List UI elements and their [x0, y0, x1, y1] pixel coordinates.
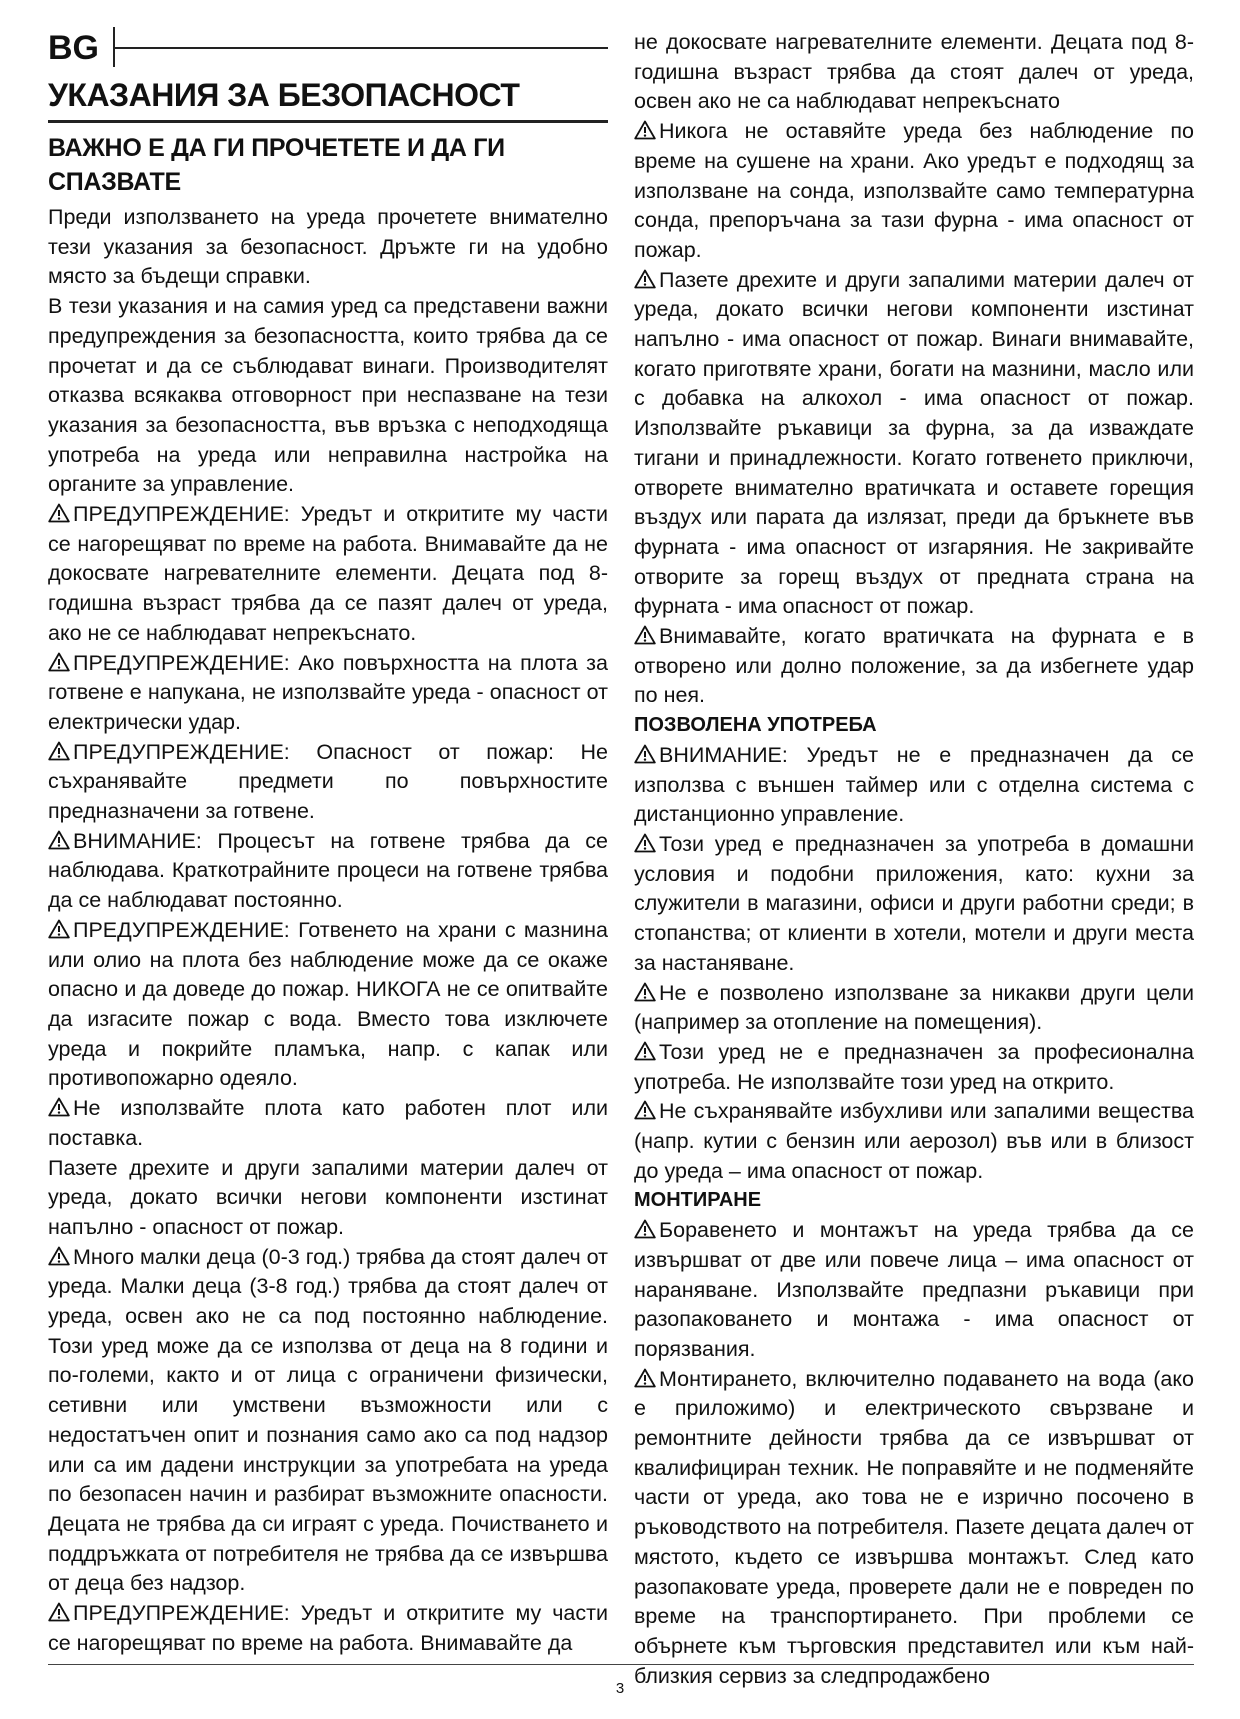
left-column — [48, 26, 608, 1658]
paragraph-text: ВНИМАНИЕ: Процесът на готвене трябва да се наблюдава. Краткотрайните процеси на готвене трябва да се наблюдават постоянно. — [48, 828, 608, 913]
paragraph-text: не докосвате нагревателните елементи. Децата под 8-годишна възраст трябва да стоят далеч от уреда, освен ако не са наблюдават непрекъснато — [634, 30, 1194, 114]
paragraph-text: Преди използването на уреда прочетете внимателно тези указания за безопасност. Дръжте ги на удобно място за бъдещи справки. — [48, 205, 608, 289]
warning-paragraph — [634, 1038, 1194, 1097]
paragraph — [634, 28, 1194, 117]
section-heading — [634, 1186, 1194, 1216]
paragraph-text: ПРЕДУПРЕЖДЕНИЕ: Готвенето на храни с мазнина или олио на плота без наблюдение може да се окаже опасно и да доведе до пожар. НИКОГА не се опитвайте да изгасите пожар с вода. Вместо това изключете уреда и покрийте пламъка, напр. с капак или противопожарно одеяло. — [48, 917, 608, 1091]
warning-triangle-icon — [634, 1219, 656, 1239]
warning-triangle-icon — [48, 1602, 70, 1622]
warning-triangle-icon — [634, 625, 656, 645]
warning-paragraph — [48, 1599, 608, 1658]
paragraph-text: ВНИМАНИЕ: Уредът не е предназначен да се използва с външен таймер или с отделна система с дистанционно управление. — [634, 742, 1194, 827]
paragraph-text: Пазете дрехите и други запалими материи далеч от уреда, докато всички негови компоненти изстинат напълно - има опасност от пожар. Винаги внимавайте, когато приготвяте храни, богати на мазнини, масло или с добавка на алкохол - има опасност от пожар. Използвайте ръкавици за фурна, за да изваждате тигани и принадлежности. Когато готвенето приключи, отворете внимателно вратичката и оставете горещия въздух или парата да излязат, преди да бръкнете във фурната - има опасност от изгаряния. Не закривайте отворите за горещ въздух от предната страна на фурната - има опасност от пожар. — [634, 267, 1194, 619]
paragraph-text: Пазете дрехите и други запалими материи далеч от уреда, докато всички негови компоненти изстинат напълно - опасност от пожар. — [48, 1155, 608, 1239]
warning-paragraph — [48, 1094, 608, 1153]
warning-triangle-icon — [634, 833, 656, 853]
warning-triangle-icon — [634, 982, 656, 1002]
header-row — [48, 26, 608, 70]
paragraph-text: Не е позволено използване за никакви други цели (например за отопление на помещения). — [634, 980, 1194, 1035]
paragraph-text: Монтирането, включително подаването на вода (ако е приложимо) и електрическото свързване и ремонтните дейности трябва да се извършват от квалифициран техник. Не поправяйте и не подменяйте части от уреда, ако това не е изрично посочено в ръководството на потребителя. Пазете децата далеч от мястото, където се извършва монтажът. След като разопаковате уреда, проверете дали не е повреден по време на транспортирането. При проблеми се обърнете към търговския представител или към най-близкия сервиз за следпродажбено — [634, 1366, 1194, 1688]
warning-paragraph — [634, 979, 1194, 1038]
warning-paragraph — [48, 827, 608, 916]
paragraph-text: ПРЕДУПРЕЖДЕНИЕ: Уредът и откритите му части се нагорещяват по време на работа. Внимавайте да не докосвате нагревателните елементи. Децата под 8-годишна възраст трябва да се пазят далеч от уреда, ако не се наблюдават непрекъснато. — [48, 502, 608, 645]
warning-paragraph — [634, 830, 1194, 979]
warning-paragraph — [634, 117, 1194, 266]
warning-paragraph — [634, 266, 1194, 622]
paragraph — [48, 292, 608, 500]
warning-paragraph — [634, 1216, 1194, 1365]
paragraph-text: В тези указания и на самия уред са представени важни предупреждения за безопасността, които трябва да се прочетат и да се съблюдават винаги. Производителят отказва всякаква отговорност при неспазване на тези указания за безопасността, във връзка с неподходяща употреба на уреда или неправилна настройка на органите за управление. — [48, 294, 608, 497]
warning-paragraph — [634, 1097, 1194, 1186]
paragraph-text: Внимавайте, когато вратичката на фурната е в отворено или долно положение, за да избегнете удар по нея. — [634, 624, 1194, 708]
warning-triangle-icon — [634, 744, 656, 764]
paragraph-text: Никога не оставяйте уреда без наблюдение по време на сушене на храни. Ако уредът е подходящ за използване на сонда, използвайте само температурна сонда, препоръчана за тази фурна - има опасност от пожар. — [634, 119, 1194, 262]
warning-paragraph — [634, 622, 1194, 711]
section-heading — [634, 711, 1194, 741]
warning-triangle-icon — [48, 830, 70, 850]
left-body — [48, 203, 608, 1658]
page-title: УКАЗАНИЯ ЗА БЕЗОПАСНОСТ — [48, 76, 608, 123]
warning-triangle-icon — [634, 120, 656, 140]
footer-rule — [48, 1664, 1194, 1665]
paragraph — [48, 1154, 608, 1243]
section-subtitle: ВАЖНО Е ДА ГИ ПРОЧЕТЕТЕ И ДА ГИ СПАЗВАТЕ — [48, 134, 505, 196]
paragraph-text: Този уред не е предназначен за професионална употреба. Не използвайте този уред на открито. — [634, 1039, 1194, 1094]
warning-paragraph — [634, 741, 1194, 830]
right-column — [634, 28, 1194, 1691]
warning-triangle-icon — [48, 919, 70, 939]
warning-paragraph — [48, 738, 608, 827]
paragraph-text: ПОЗВОЛЕНА УПОТРЕБА — [634, 714, 877, 737]
warning-triangle-icon — [634, 1041, 656, 1061]
warning-triangle-icon — [634, 1368, 656, 1388]
paragraph-text: МОНТИРАНЕ — [634, 1189, 762, 1212]
warning-paragraph — [48, 500, 608, 649]
warning-triangle-icon — [48, 503, 70, 523]
paragraph-text: Много малки деца (0-3 год.) трябва да стоят далеч от уреда. Малки деца (3-8 год.) трябва да стоят далеч от уреда, освен ако не са под постоянно наблюдение. Този уред може да се използва от деца на 8 години и по-големи, както и от лица с ограничени физически, сетивни или умствени възможности или с недостатъчен опит и познания само ако са под надзор или са им дадени инструкции за употребата на уреда по безопасен начин и разбират възможните опасности. Децата не трябва да си играят с уреда. Почистването и поддръжката от потребителя не трябва да се извършва от деца без надзор. — [48, 1244, 608, 1596]
warning-triangle-icon — [48, 652, 70, 672]
paragraph-text: Този уред е предназначен за употреба в домашни условия и подобни приложения, като: кухни за служители в магазини, офиси и други работни среди; в стопанства; от клиенти в хотели, мотели и други места за настаняване. — [634, 831, 1194, 975]
paragraph-text: ПРЕДУПРЕЖДЕНИЕ: Ако повърхността на плота за готвене е напукана, не използвайте уреда - опасност от електрически удар. — [48, 650, 608, 734]
warning-paragraph — [48, 916, 608, 1094]
warning-paragraph — [48, 1243, 608, 1599]
warning-triangle-icon — [634, 1100, 656, 1120]
paragraph-text: ПРЕДУПРЕЖДЕНИЕ: Уредът и откритите му части се нагорещяват по време на работа. Внимавайте да — [48, 1601, 608, 1655]
warning-triangle-icon — [48, 1246, 70, 1266]
warning-triangle-icon — [48, 1097, 70, 1117]
paragraph — [48, 203, 608, 292]
warning-triangle-icon — [634, 269, 656, 289]
warning-triangle-icon — [48, 741, 70, 761]
paragraph-text: Не съхранявайте избухливи или запалими вещества (напр. кутии с бензин или аерозол) във или в близост до уреда – има опасност от пожар. — [634, 1099, 1194, 1183]
paragraph-text: Не използвайте плота като работен плот или поставка. — [48, 1096, 608, 1150]
right-body — [634, 28, 1194, 1691]
language-code: BG — [48, 29, 99, 67]
warning-paragraph — [48, 649, 608, 738]
paragraph-text: Боравенето и монтажът на уреда трябва да се извършват от две или повече лица – има опасност от нараняване. Използвайте предпазни ръкавици при разопаковането и монтажа - има опасност от порязвания. — [634, 1218, 1194, 1361]
paragraph-text: ПРЕДУПРЕЖДЕНИЕ: Опасност от пожар: Не съхранявайте предмети по повърхностите предназначени за готвене. — [48, 739, 608, 824]
header-rule — [113, 47, 608, 49]
page-number: 3 — [615, 1680, 625, 1697]
warning-paragraph — [634, 1365, 1194, 1692]
